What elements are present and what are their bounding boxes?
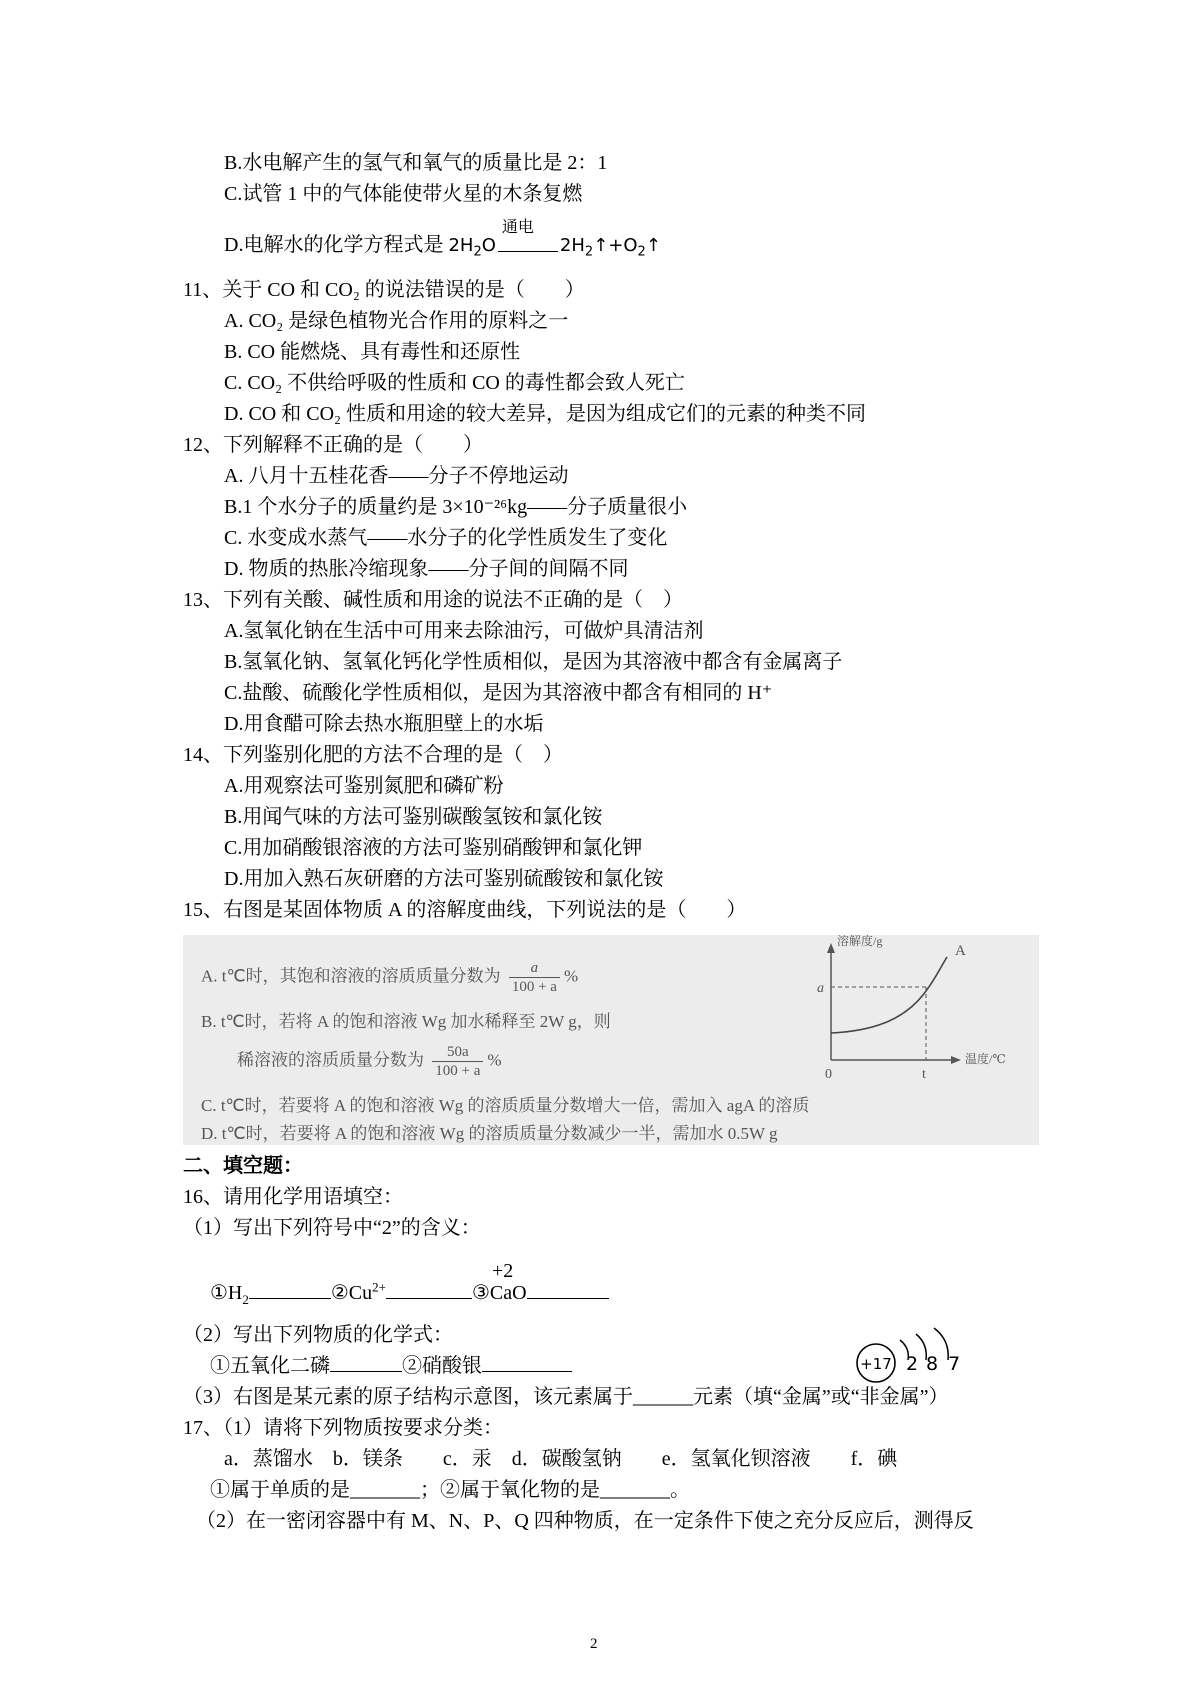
q17-part2: （2）在一密闭容器中有 M、N、P、Q 四种物质，在一定条件下使之充分反应后，测得反 [196,1510,974,1532]
q16-part2-prompt: （2）写出下列物质的化学式： [183,1324,453,1346]
q15-b-denominator: 100 + a [435,1063,481,1079]
q15-option-b-line1: B. t℃时，若将 A 的饱和溶液 Wg 加水稀释至 2W g，则 [201,1012,611,1031]
q15-b-unit: % [487,1050,502,1070]
shell-electrons-3: 7 [948,1353,961,1375]
q15-a-unit: % [563,966,579,986]
nucleus-charge: +17 [860,1355,892,1373]
q15-a-fraction [509,959,560,996]
curve-label: A [955,943,966,959]
shell-electrons-2: 8 [926,1353,939,1375]
atom-structure-diagram [848,1318,978,1388]
cao-valence: +2 [492,1260,514,1282]
q13-option-a: A.氢氧化钠在生活中可用来去除油污，可做炉具清洁剂 [224,620,704,642]
q11-option-a: A. CO₂ 是绿色植物光合作用的原料之一 [224,310,569,332]
q15-option-a [201,959,578,996]
symbol-cu-charge: 2+ [372,1279,386,1295]
q15-option-b-line2 [237,1043,502,1080]
q14-stem: 14、下列鉴别化肥的方法不合理的是（ ） [183,744,563,766]
symbol-h2 [210,1282,249,1307]
q15-b-numerator: 50a [432,1043,483,1062]
agno3-label: ②硝酸银 [402,1355,482,1377]
q15-stem: 15、右图是某固体物质 A 的溶解度曲线，下列说法的是（ ） [183,899,747,921]
q13-option-b: B.氢氧化钠、氢氧化钙化学性质相似，是因为其溶液中都含有金属离子 [224,651,843,673]
q16-part1-items [210,1260,609,1307]
y-axis-arrow [827,943,835,953]
symbol-cao [472,1260,527,1306]
p2o5-label: ①五氧化二磷 [210,1355,330,1377]
q14-option-b: B.用闻气味的方法可鉴别碳酸氢铵和氯化铵 [224,806,603,828]
q12-option-b: B.1 个水分子的质量约是 3×10⁻²⁶kg——分子质量很小 [224,496,688,518]
q17-stem: 17、（1）请将下列物质按要求分类： [183,1417,503,1439]
answer-blank-agno3[interactable] [482,1353,572,1372]
q15-option-b-text: 稀溶液的溶质质量分数为 [237,1050,424,1070]
equation-condition: 通电 [501,218,534,236]
page-number: 2 [590,1636,598,1652]
q11-option-c: C. CO₂ 不供给呼吸的性质和 CO 的毒性都会致人死亡 [224,372,685,394]
q15-b-fraction [432,1043,483,1080]
x-tick-t: t [922,1067,926,1082]
q14-option-d: D.用加入熟石灰研磨的方法可鉴别硫酸铵和氯化铵 [224,868,664,890]
q15-scanned-options [183,935,1039,1145]
q15-option-a-text: A. t℃时，其饱和溶液的溶质质量分数为 [201,966,501,986]
q15-option-c: C. t℃时，若要将 A 的饱和溶液 Wg 的溶质质量分数增大一倍，需加入 agA 的溶质 [201,1096,810,1115]
q14-option-c: C.用加硝酸银溶液的方法可鉴别硝酸钾和氯化钾 [224,837,643,859]
y-axis-label: 溶解度/g [837,935,883,948]
shell-electrons-1: 2 [906,1353,919,1375]
q12-option-a: A. 八月十五桂花香——分子不停地运动 [224,465,569,487]
answer-blank-cao[interactable] [527,1280,609,1299]
symbol-h2-text: ①H [210,1282,243,1304]
symbol-h2-subscript: 2 [242,1292,249,1307]
q16-stem: 16、请用化学用语填空： [183,1186,403,1208]
q15-option-d: D. t℃时，若要将 A 的饱和溶液 Wg 的溶质质量分数减少一半，需加水 0.5W g [201,1124,778,1143]
x-axis-arrow [951,1056,961,1064]
q11-stem: 11、关于 CO 和 CO₂ 的说法错误的是（ ） [183,279,585,301]
q15-a-denominator: 100 + a [511,979,557,995]
q15-a-numerator: a [509,959,560,978]
q13-option-c: C.盐酸、硫酸化学性质相似，是因为其溶液中都含有相同的 H⁺ [224,682,773,704]
q12-option-d: D. 物质的热胀冷缩现象——分子间的间隔不同 [224,558,629,580]
origin-label: 0 [825,1067,832,1082]
q10-option-d [224,218,661,260]
x-axis-label: 温度/℃ [965,1052,1006,1066]
q12-stem: 12、下列解释不正确的是（ ） [183,434,483,456]
symbol-cu2 [330,1279,386,1304]
q17-substance-list: a．蒸馏水 b．镁条 c．汞 d．碳酸氢钠 e．氢氧化钡溶液 f．碘 [224,1448,898,1470]
solubility-curve-a [831,957,947,1033]
answer-blank-p2o5[interactable] [330,1353,402,1372]
symbol-cu-text: ②Cu [330,1282,373,1304]
electrolysis-equation: $2H_2O$ 通电 $2H_2↑+O_2↑$ [448,235,660,256]
q11-option-d: D. CO 和 CO₂ 性质和用途的较大差异，是因为组成它们的元素的种类不同 [224,403,866,425]
symbol-cao-text: ③CaO [472,1282,527,1304]
q10-option-d-text: D.电解水的化学方程式是 [224,234,449,256]
solubility-curve-chart [783,935,1039,1085]
q16-part2-items [210,1353,572,1379]
section-heading-fill-in: 二、填空题： [183,1155,303,1177]
q16-part3: （3）右图是某元素的原子结构示意图，该元素属于______元素（填“金属”或“非金属”） [183,1386,949,1408]
q10-option-c: C.试管 1 中的气体能使带火星的木条复燃 [224,183,583,205]
q10-option-b: B.水电解产生的氢气和氧气的质量比是 2：1 [224,152,608,174]
answer-blank-h2[interactable] [249,1280,331,1299]
q13-option-d: D.用食醋可除去热水瓶胆壁上的水垢 [224,713,544,735]
y-tick-a: a [817,981,824,996]
q13-stem: 13、下列有关酸、碱性质和用途的说法不正确的是（ ） [183,589,683,611]
q14-option-a: A.用观察法可鉴别氮肥和磷矿粉 [224,775,504,797]
answer-blank-cu2[interactable] [386,1280,472,1299]
q11-option-b: B. CO 能燃烧、具有毒性和还原性 [224,341,521,363]
q17-classification-blanks[interactable]: ①属于单质的是_______；②属于氧化物的是_______。 [210,1479,690,1501]
q12-option-c: C. 水变成水蒸气——水分子的化学性质发生了变化 [224,527,668,549]
q16-part1-prompt: （1）写出下列符号中“2”的含义： [183,1217,481,1239]
